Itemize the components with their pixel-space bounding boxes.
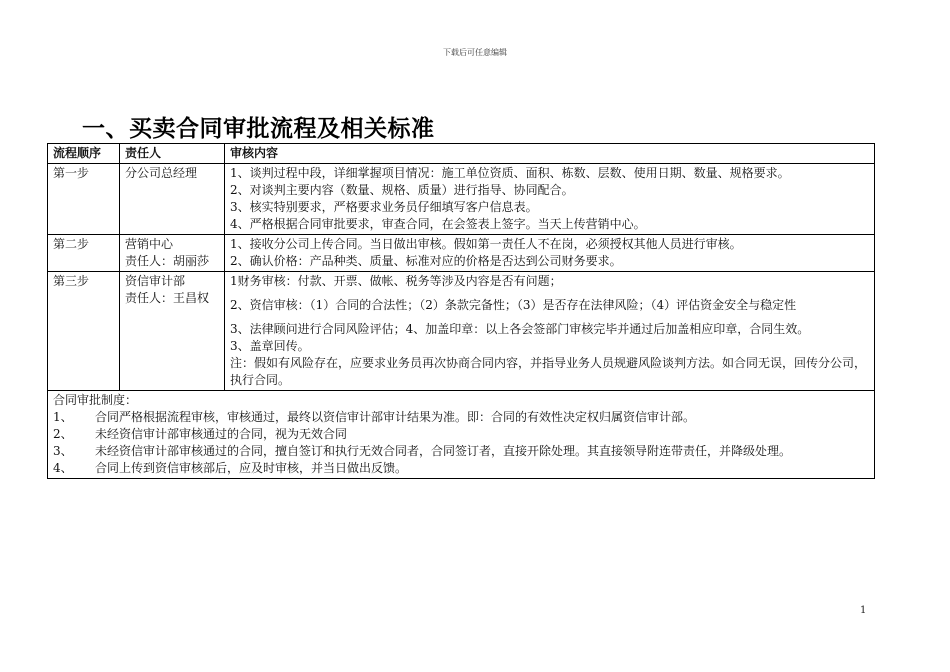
content-line: 2、资信审核：（1）合同的合法性；（2）条款完备性；（3）是否存在法律风险；（4）评估资金安全与稳定性 — [230, 298, 797, 312]
column-header-content: 审核内容 — [225, 144, 875, 164]
content-line: 4、严格根据合同审批要求，审查合同，在会签表上签字。当天上传营销中心。 — [230, 217, 646, 231]
policy-cell — [48, 391, 875, 479]
owner-department: 营销中心 — [125, 237, 174, 251]
header-note: 下载后可任意编辑 — [443, 48, 507, 57]
content-cell — [225, 272, 875, 391]
owner-cell — [120, 272, 225, 391]
content-line: 注：假如有风险存在，应要求业务员再次协商合同内容，并指导业务人员规避风险谈判方法。如合同无误，回传分公司，执行合同。 — [230, 356, 867, 387]
policy-item-number: 2、 — [53, 427, 73, 441]
table-row-step-1 — [48, 164, 875, 235]
policy-item-number: 1、 — [53, 410, 73, 424]
policy-item-text: 合同严格根据流程审核，审核通过，最终以资信审计部审计结果为准。即：合同的有效性决定权归属资信审计部。 — [95, 410, 696, 424]
content-line: 1财务审核：付款、开票、做帐、税务等涉及内容是否有问题； — [230, 274, 562, 288]
column-header-owner: 责任人 — [120, 144, 225, 164]
content-cell — [225, 164, 875, 235]
owner-person: 责任人：王昌权 — [125, 291, 210, 305]
owner-cell — [120, 235, 225, 272]
policy-row — [48, 391, 875, 479]
policy-item-text: 未经资信审计部审核通过的合同，擅自签订和执行无效合同者，合同签订者，直接开除处理。其直接领导附连带责任，并降级处理。 — [95, 444, 792, 458]
policy-item — [53, 409, 870, 426]
content-line: 2、确认价格：产品种类、质量、标准对应的价格是否达到公司财务要求。 — [230, 254, 622, 268]
owner-department: 资信审计部 — [125, 274, 186, 288]
owner-line: 分公司总经理 — [125, 166, 198, 180]
content-cell — [225, 235, 875, 272]
content-line: 1、谈判过程中段，详细掌握项目情况：施工单位资质、面积、栋数、层数、使用日期、数量、规格要求。 — [230, 166, 790, 180]
policy-item — [53, 426, 870, 443]
policy-item-number: 4、 — [53, 461, 73, 475]
step-cell: 第三步 — [48, 272, 120, 391]
content-line: 1、接收分公司上传合同。当日做出审核。假如第一责任人不在岗，必须授权其他人员进行审核。 — [230, 237, 742, 251]
step-cell: 第一步 — [48, 164, 120, 235]
step-cell: 第二步 — [48, 235, 120, 272]
policy-item — [53, 460, 870, 477]
owner-cell — [120, 164, 225, 235]
page-number: 1 — [860, 605, 867, 616]
table-row-step-3 — [48, 272, 875, 391]
policy-title: 合同审批制度： — [53, 393, 138, 407]
content-line: 2、对谈判主要内容（数量、规格、质量）进行指导、协同配合。 — [230, 183, 574, 197]
content-line: 3、法律顾问进行合同风险评估；4、加盖印章：以上各会签部门审核完毕并通过后加盖相应印章，合同生效。 — [230, 322, 810, 336]
table-header-row — [48, 144, 875, 164]
policy-item-text: 合同上传到资信审核部后，应及时审核，并当日做出反馈。 — [95, 461, 408, 475]
policy-item-text: 未经资信审计部审核通过的合同，视为无效合同 — [95, 427, 348, 441]
content-line: 3、核实特别要求，严格要求业务员仔细填写客户信息表。 — [230, 200, 538, 214]
column-header-step: 流程顺序 — [48, 144, 120, 164]
document-title: 一、买卖合同审批流程及相关标准 — [82, 116, 435, 142]
policy-item — [53, 443, 870, 460]
policy-item-number: 3、 — [53, 444, 73, 458]
table-row-step-2 — [48, 235, 875, 272]
content-line: 3、盖章回传。 — [230, 339, 310, 353]
owner-person: 责任人：胡丽莎 — [125, 254, 210, 268]
approval-process-table — [47, 143, 875, 479]
